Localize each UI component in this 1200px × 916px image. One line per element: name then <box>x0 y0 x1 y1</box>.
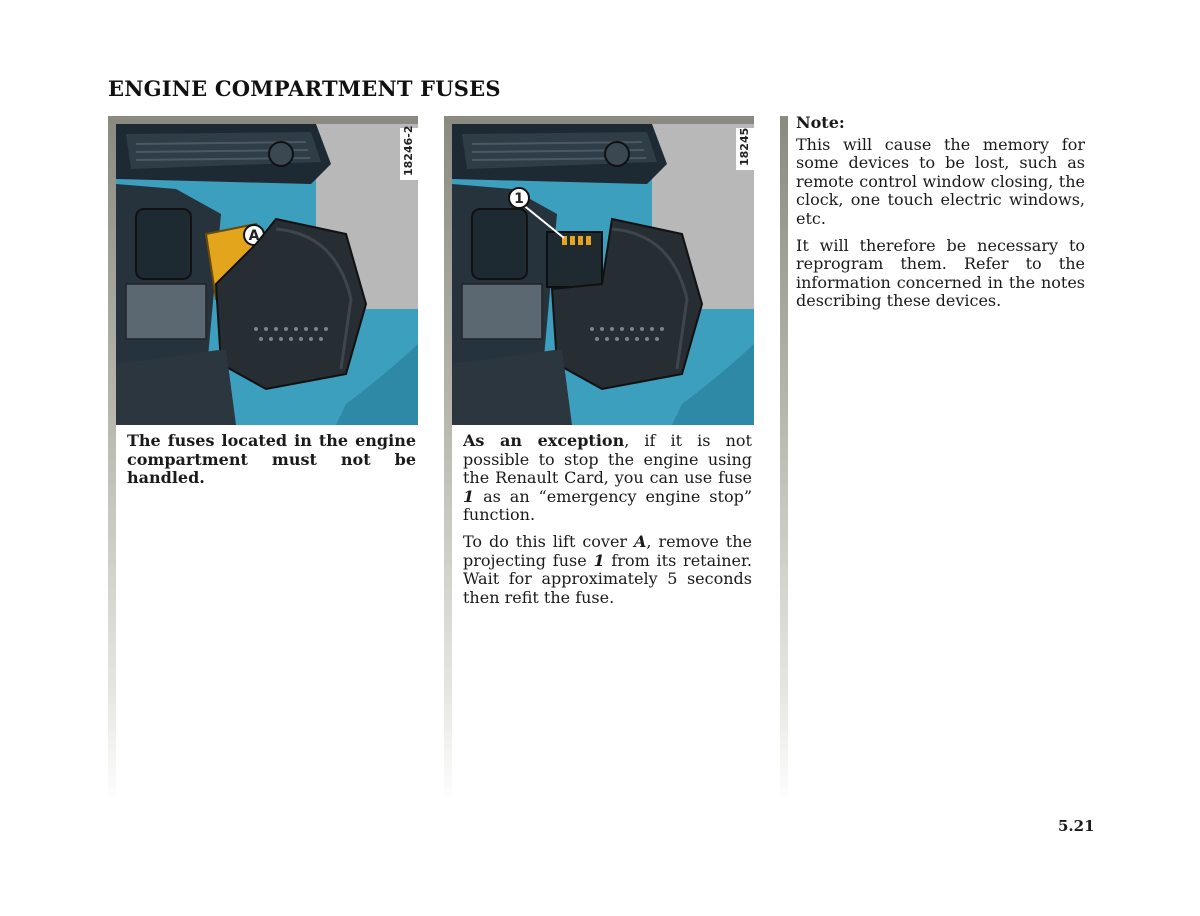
note-heading: Note: <box>796 113 845 132</box>
note-paragraph-2: It will therefore be necessary to reprogram them. Refer to the information concerned in the notes describing these devices. <box>796 235 1085 311</box>
column-3-sidebar-bar <box>780 116 788 806</box>
column-1-top-rule <box>108 116 418 124</box>
column-1-sidebar-bar <box>108 116 116 806</box>
engine-photo-cover-a <box>116 124 418 425</box>
column-2-sidebar-bar <box>444 116 452 806</box>
figure-ref-code: 18245 <box>738 127 751 166</box>
emergency-stop-paragraph-2: To do this lift cover A, remove the projecting fuse 1 from its retainer. Wait for approximately 5 seconds then refit the fuse. <box>463 531 753 607</box>
engine-fuse-warning: The fuses located in the engine compartment must not be handled. <box>127 431 416 488</box>
callout-1-label: 1 <box>514 191 524 207</box>
page-number: 5.21 <box>1058 817 1095 835</box>
emergency-stop-paragraph-1: As an exception, if it is not possible to stop the engine using the Renault Card, you can use fuse 1 as an “emergency engine stop” function. <box>463 431 752 525</box>
callout-a-label: A <box>248 228 260 244</box>
emergency-stop-text <box>463 432 752 615</box>
column-2-top-rule <box>444 116 754 124</box>
engine-photo-fuse-1 <box>452 124 754 425</box>
note-paragraph-1: This will cause the memory for some devices to be lost, such as remote control window closing, the clock, one touch electric windows, etc. <box>796 134 1085 228</box>
page-title: ENGINE COMPARTMENT FUSES <box>108 76 501 101</box>
note-section <box>796 114 1085 319</box>
figure-ref-code: 18246-2 <box>402 125 415 176</box>
